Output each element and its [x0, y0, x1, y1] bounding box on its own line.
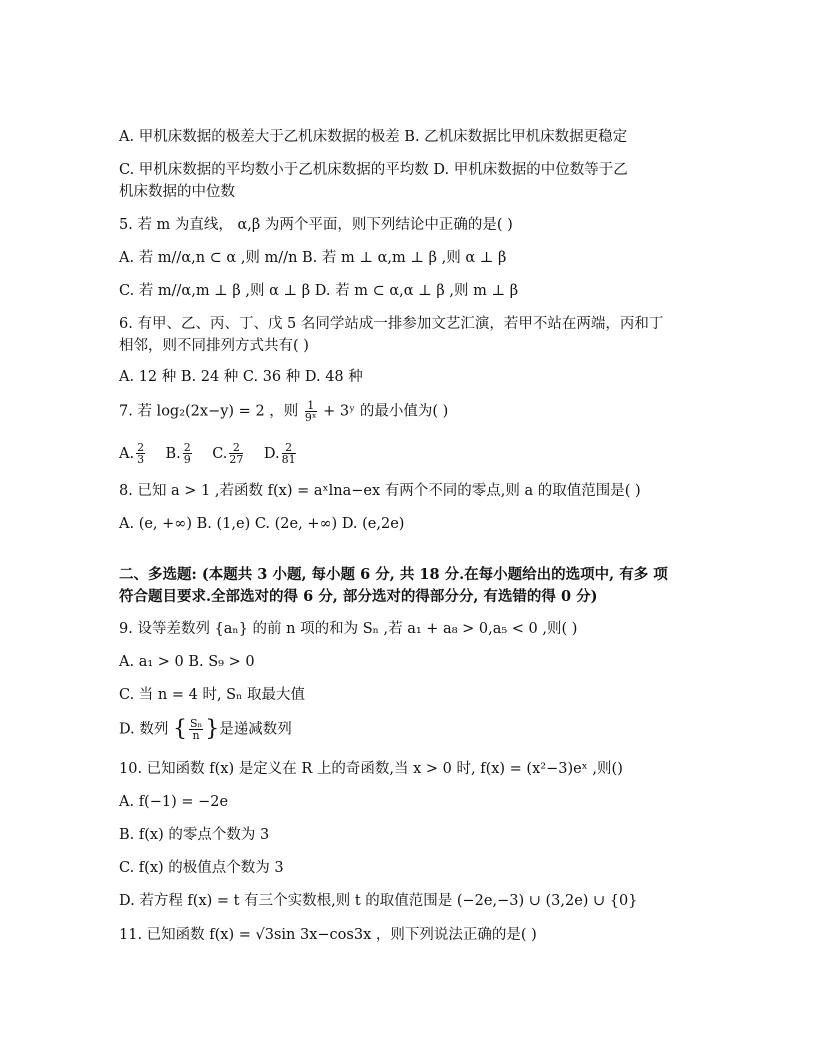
question-10: 10. 已知函数 f(x) 是定义在 R 上的奇函数,当 x > 0 时, f(x) = (x²−3)eˣ ,则(): [119, 761, 623, 777]
question-9: 9. 设等差数列 {aₙ} 的前 n 项的和为 Sₙ ,若 a₁ + a₈ > 0,a₅ < 0 ,则( ): [119, 621, 578, 637]
right-brace-icon: }: [205, 716, 220, 742]
question-6: 6. 有甲、乙、丙、丁、戊 5 名同学站成一排参加文艺汇演，若甲不站在两端，丙和丁: [119, 316, 664, 332]
q5-options-ab: A. 若 m//α,n ⊂ α ,则 m//n B. 若 m ⊥ α,m ⊥ β ,则 α ⊥ β: [119, 250, 507, 266]
q7-options: [119, 442, 298, 465]
q9-fraction: $\frac{\text{Sₙ}}{n}$: [189, 717, 203, 742]
q9-option-d: D. 数列 { $\frac{\text{Sₙ}}{n}$ }是递减数列: [119, 716, 292, 742]
section-heading-cont: 符合题目要求.全部选对的得 6 分, 部分选对的得部分分, 有选错的得 0 分): [119, 588, 598, 605]
q5-options-cd: C. 若 m//α,m ⊥ β ,则 α ⊥ β D. 若 m ⊂ α,α ⊥ β ,则 m ⊥ β: [119, 283, 519, 299]
q4-options-cd-cont: 机床数据的中位数: [119, 184, 235, 200]
question-8: 8. 已知 a > 1 ,若函数 f(x) = aˣlna−ex 有两个不同的零点,则 a 的取值范围是( ): [119, 483, 641, 499]
q7-option-c: C. $\frac{2}{27}$: [212, 441, 244, 466]
question-6-cont: 相邻，则不同排列方式共有( ): [119, 338, 309, 354]
question-7: 7. 若 log₂(2x−y) = 2 ，则 $\frac{1}{\text{9ˣ}}$ + 3ʸ 的最小值为( ): [119, 399, 449, 424]
question-5: 5. 若 m 为直线， α,β 为两个平面，则下列结论中正确的是( ): [119, 217, 513, 233]
q9-option-c: C. 当 n = 4 时, Sₙ 取最大值: [119, 687, 305, 703]
q4-options-ab: A. 甲机床数据的极差大于乙机床数据的极差 B. 乙机床数据比甲机床数据更稳定: [119, 129, 628, 145]
q10-option-a: A. f(−1) = −2e: [119, 794, 229, 810]
q7-option-a: A. $\frac{2}{3}$: [119, 441, 145, 466]
section-heading: 二、多选题: (本题共 3 小题, 每小题 6 分, 共 18 分.在每小题给出的选项中, 有多 项: [119, 566, 668, 583]
q7-option-b: B. $\frac{2}{9}$: [165, 441, 191, 466]
q4-options-cd: C. 甲机床数据的平均数小于乙机床数据的平均数 D. 甲机床数据的中位数等于乙: [119, 162, 628, 178]
q10-option-d: D. 若方程 f(x) = t 有三个实数根,则 t 的取值范围是 (−2e,−3) ∪ (3,2e) ∪ {0}: [119, 893, 638, 909]
q7-fraction: $\frac{1}{\text{9ˣ}}$: [304, 399, 317, 424]
question-11: 11. 已知函数 f(x) = √3sin 3x−cos3x ，则下列说法正确的是( ): [119, 927, 537, 943]
q10-option-b: B. f(x) 的零点个数为 3: [119, 827, 270, 843]
q8-options: A. (e, +∞) B. (1,e) C. (2e, +∞) D. (e,2e): [119, 516, 405, 532]
q6-options: A. 12 种 B. 24 种 C. 36 种 D. 48 种: [119, 369, 363, 385]
q10-option-c: C. f(x) 的极值点个数为 3: [119, 860, 284, 876]
left-brace-icon: {: [172, 716, 187, 742]
q7-option-d: D. $\frac{2}{81}$: [263, 441, 296, 466]
q9-options-ab: A. a₁ > 0 B. S₉ > 0: [119, 654, 255, 670]
